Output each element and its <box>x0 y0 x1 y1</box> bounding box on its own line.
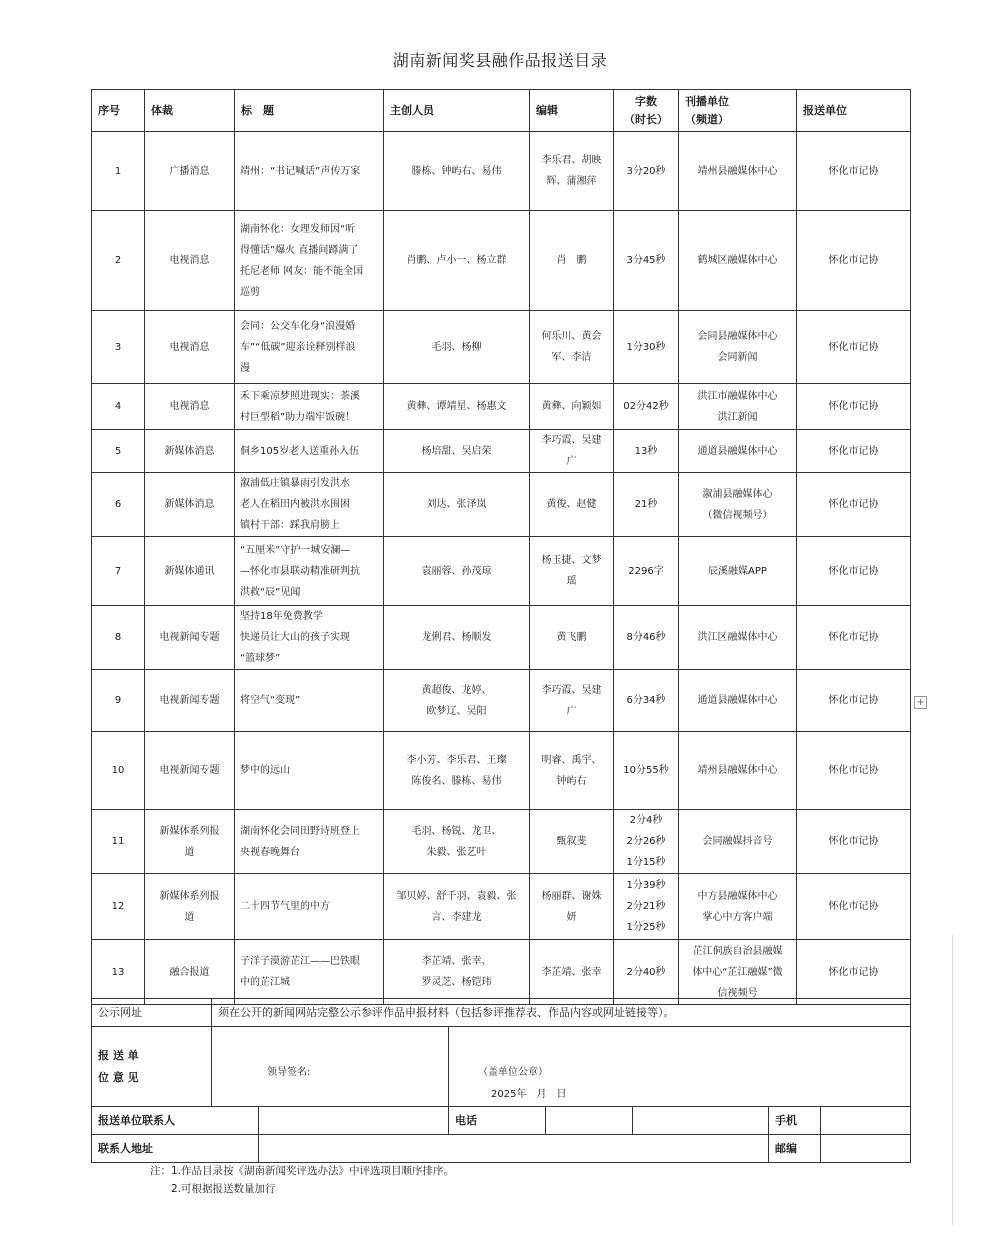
row-genre <box>145 311 235 384</box>
row-unit <box>679 810 797 874</box>
row-title <box>235 940 384 1005</box>
row-title-line: 坚持18年免费教学 <box>240 611 323 622</box>
row-unit <box>679 670 797 732</box>
row-seq: 11 <box>92 810 145 874</box>
row-title <box>235 606 384 670</box>
row-genre <box>145 384 235 430</box>
row-editors <box>530 810 614 874</box>
row-length <box>614 311 679 384</box>
row-editors-line: 妍 <box>566 911 577 923</box>
opinion-label <box>92 1027 212 1107</box>
row-length-line: 2分40秒 <box>626 966 666 978</box>
row-creators-line: 李芷靖、张幸、 <box>421 956 492 967</box>
row-length-line: 1分15秒 <box>626 857 666 868</box>
row-length-line: 8分46秒 <box>626 632 666 643</box>
row-title-line: 巡剪 <box>240 286 260 298</box>
row-title-line: 湖南怀化：女理发师因“听 <box>240 223 356 235</box>
header-creators: 主创人员 <box>384 90 530 132</box>
row-genre <box>145 732 235 810</box>
row-seq: 8 <box>92 606 145 670</box>
row-title-line: 二十四节气里的中方 <box>240 901 330 912</box>
row-genre-line: 新媒体消息 <box>164 499 215 510</box>
row-title-line: 侗乡105岁老人送重孙入伍 <box>240 445 360 457</box>
table-row <box>92 384 911 430</box>
row-submitter: 怀化市记协 <box>797 940 911 1005</box>
row-title-line: 湖南怀化会同田野诗班登上 <box>240 825 360 837</box>
row-length-line: 3分20秒 <box>626 165 666 177</box>
row-title-line: 禾下乘凉梦照进现实：茶溪 <box>240 390 360 402</box>
row-title-line: 得懂话”爆火 直播间蹲满了 <box>240 244 359 256</box>
row-unit <box>679 384 797 430</box>
row-creators <box>384 384 530 430</box>
row-length <box>614 473 679 537</box>
contact-value[interactable] <box>259 1107 449 1135</box>
row-length <box>614 384 679 430</box>
row-title-line: “篮球梦” <box>240 653 281 664</box>
row-editors <box>530 606 614 670</box>
row-editors-line: 杨玉捷、文梦 <box>541 555 602 566</box>
row-genre <box>145 211 235 311</box>
row-creators-line: 毛羽、杨锐、龙卫、 <box>411 825 502 837</box>
row-title <box>235 732 384 810</box>
header-length-bottom: （时长） <box>624 112 668 126</box>
row-submitter: 怀化市记协 <box>797 430 911 473</box>
row-length <box>614 537 679 606</box>
row-unit-line: 通道县融媒体中心 <box>697 695 778 706</box>
row-genre-line: 新媒体通讯 <box>164 565 215 577</box>
row-title-line: 村巨型稻”助力端牢饭碗！ <box>240 411 356 423</box>
row-editors-line: 军、李洁 <box>551 352 592 363</box>
row-unit <box>679 537 797 606</box>
row-submitter: 怀化市记协 <box>797 670 911 732</box>
row-creators-line: 陈俊名、滕栋、易伟 <box>411 775 502 787</box>
expand-row-icon[interactable]: + <box>914 696 927 709</box>
row-editors <box>530 537 614 606</box>
row-submitter: 怀化市记协 <box>797 473 911 537</box>
row-creators-line: 杨培甜、吴启荣 <box>421 445 492 457</box>
row-unit <box>679 473 797 537</box>
row-editors-line: 杨丽群、谢姝 <box>541 890 602 902</box>
row-creators-line: 毛羽、杨柳 <box>431 341 482 353</box>
row-length <box>614 810 679 874</box>
opinion-blank[interactable] <box>212 1027 449 1107</box>
row-title <box>235 670 384 732</box>
row-genre-line: 新媒体系列报 <box>159 825 220 837</box>
row-unit-line: 洪江市融媒体中心 <box>697 390 778 402</box>
row-unit <box>679 311 797 384</box>
zip-label: 邮编 <box>769 1135 821 1163</box>
row-creators-line: 肖鹏、卢小一、杨立群 <box>406 255 507 266</box>
row-genre <box>145 606 235 670</box>
row-title <box>235 430 384 473</box>
row-editors-line: 辉、蒲湘萍 <box>546 176 597 187</box>
row-creators-line: 袁丽蓉、孙茂琼 <box>421 565 492 577</box>
row-unit-line: 会同县融媒体中心 <box>697 331 778 342</box>
row-genre <box>145 430 235 473</box>
row-creators-line: 刘达、张泽岚 <box>426 499 487 510</box>
row-title-line: —怀化市县联动精准研判抗 <box>240 565 360 577</box>
phone-value[interactable] <box>546 1107 633 1135</box>
row-seq: 9 <box>92 670 145 732</box>
row-creators <box>384 810 530 874</box>
header-length <box>614 90 679 132</box>
row-creators-line: 滕栋、钟屿右、易伟 <box>411 165 502 177</box>
row-title-line: 靖州：“书记喊话”声传万家 <box>240 165 361 177</box>
row-genre-line: 新媒体消息 <box>164 445 215 457</box>
table-row <box>92 874 911 940</box>
table-row <box>92 810 911 874</box>
row-creators <box>384 132 530 211</box>
row-genre <box>145 810 235 874</box>
row-unit-line: 辰溪融媒APP <box>708 565 767 577</box>
row-title <box>235 311 384 384</box>
row-editors <box>530 940 614 1005</box>
row-unit-line: 溆浦县融媒体心 <box>702 488 773 500</box>
row-length <box>614 211 679 311</box>
zip-value[interactable] <box>821 1135 911 1163</box>
row-editors-line: 钟屿右 <box>556 775 587 787</box>
table-row <box>92 537 911 606</box>
table-header-row <box>92 90 911 132</box>
row-unit <box>679 874 797 940</box>
row-creators-line: 李小芳、李乐君、王璨 <box>406 754 507 766</box>
leader-sign: 领导签名: <box>267 1067 311 1078</box>
header-title: 标 题 <box>235 90 384 132</box>
row-submitter: 怀化市记协 <box>797 384 911 430</box>
row-length-line: 02分42秒 <box>623 401 669 412</box>
table-row <box>92 732 911 810</box>
row-creators-line: 言、李建龙 <box>431 911 482 923</box>
row-editors-line: 甄叙斐 <box>556 836 587 847</box>
row-unit <box>679 940 797 1005</box>
header-length-top: 字数 <box>635 94 657 108</box>
header-unit-top: 刊播单位 <box>685 94 729 108</box>
row-length <box>614 732 679 810</box>
page-title: 湖南新闻奖县融作品报送目录 <box>392 51 608 70</box>
row-unit-line: 会同融媒抖音号 <box>702 836 773 847</box>
row-unit-line: 掌心中方客户端 <box>702 911 773 923</box>
row-genre <box>145 473 235 537</box>
website-note: 须在公开的新闻网站完整公示参评作品申报材料（包括参评推荐表、作品内容或网址链接等）。 <box>212 999 911 1027</box>
header-submitter: 报送单位 <box>797 90 911 132</box>
table-row <box>92 670 911 732</box>
row-genre-line: 电视新闻专题 <box>159 695 220 706</box>
row-title-line: 央视春晚舞台 <box>240 846 300 858</box>
row-title-line: 子洋子漠游芷江——巴铁眼 <box>240 956 360 967</box>
row-title <box>235 537 384 606</box>
row-creators <box>384 732 530 810</box>
row-seq: 13 <box>92 940 145 1005</box>
row-editors <box>530 132 614 211</box>
row-seq: 10 <box>92 732 145 810</box>
note-1: 注：1.作品目录按《湖南新闻奖评选办法》中评选项目顺序排序。 <box>150 1165 455 1177</box>
website-row <box>92 999 911 1027</box>
opinion-label-2: 位 意 见 <box>98 1070 139 1084</box>
row-title <box>235 874 384 940</box>
table-row <box>92 311 911 384</box>
row-seq: 12 <box>92 874 145 940</box>
row-submitter: 怀化市记协 <box>797 606 911 670</box>
row-unit-line: 芷江侗族自治县融媒 <box>692 945 783 957</box>
row-title-line: 漫 <box>240 362 250 374</box>
row-submitter: 怀化市记协 <box>797 537 911 606</box>
submission-table <box>91 89 911 1005</box>
row-length-line: 1分25秒 <box>626 922 666 933</box>
row-genre-line: 电视消息 <box>169 341 210 353</box>
row-submitter: 怀化市记协 <box>797 311 911 384</box>
row-creators <box>384 940 530 1005</box>
row-title-line: 快递员让大山的孩子实现 <box>240 632 350 643</box>
row-genre-line: 电视新闻专题 <box>159 632 220 643</box>
row-title-line: “五厘米”守护一城安澜— <box>240 544 351 556</box>
row-title-line: 镇村干部：踩我肩膀上 <box>240 520 340 531</box>
header-genre: 体裁 <box>145 90 235 132</box>
row-unit <box>679 732 797 810</box>
row-unit-line: 靖州县融媒体中心 <box>697 765 778 776</box>
row-length <box>614 430 679 473</box>
row-title-line: 溆浦低庄镇暴雨引发洪水 <box>240 478 350 489</box>
row-genre-line: 融合报道 <box>169 966 210 978</box>
row-title-line: 将空气“变现” <box>240 695 301 706</box>
row-creators-line: 黄彝、谭靖星、杨惠文 <box>406 401 507 412</box>
row-editors <box>530 384 614 430</box>
row-length-line: 2分26秒 <box>626 836 666 847</box>
mobile-value[interactable] <box>821 1107 911 1135</box>
row-seq: 7 <box>92 537 145 606</box>
row-editors <box>530 732 614 810</box>
row-genre-line: 电视消息 <box>169 401 210 412</box>
row-title-line: 老人在稻田内被洪水围困 <box>240 499 350 510</box>
row-length-line: 10分55秒 <box>623 765 669 776</box>
row-length <box>614 132 679 211</box>
row-title <box>235 132 384 211</box>
header-seq: 序号 <box>92 90 145 132</box>
row-submitter: 怀化市记协 <box>797 132 911 211</box>
row-genre-line: 道 <box>184 846 195 858</box>
row-unit-line: 洪江区融媒体中心 <box>697 632 778 643</box>
row-unit <box>679 430 797 473</box>
row-seq: 1 <box>92 132 145 211</box>
header-editors: 编辑 <box>530 90 614 132</box>
row-title-line: 车”“低碳”迎亲诠释别样浪 <box>240 341 356 353</box>
note-2: 2.可根据报送数量加行 <box>171 1183 276 1195</box>
row-creators <box>384 606 530 670</box>
address-row <box>92 1135 911 1163</box>
row-unit-line: 鹤城区融媒体中心 <box>697 255 778 266</box>
row-length <box>614 940 679 1005</box>
row-editors-line: 广 <box>566 705 577 717</box>
row-genre-line: 广播消息 <box>169 165 210 177</box>
row-seq: 5 <box>92 430 145 473</box>
row-creators <box>384 473 530 537</box>
row-editors-line: 广 <box>566 456 577 467</box>
opinion-label-1: 报 送 单 <box>98 1048 139 1062</box>
row-editors-line: 瑶 <box>566 576 577 587</box>
row-title-line: 梦中的远山 <box>240 765 290 776</box>
table-row <box>92 132 911 211</box>
row-creators <box>384 537 530 606</box>
address-value[interactable] <box>259 1135 769 1163</box>
header-unit-bottom: （频道） <box>685 112 729 126</box>
website-label: 公示网址 <box>92 999 212 1027</box>
row-unit-line: 靖州县融媒体中心 <box>697 165 778 177</box>
row-editors-line: 黄飞鹏 <box>556 632 587 643</box>
row-creators-line: 黄超俊、龙婷、 <box>421 684 492 696</box>
row-unit-line: 会同新闻 <box>717 352 758 363</box>
table-row <box>92 473 911 537</box>
row-creators-line: 朱毅、张艺叶 <box>426 846 487 858</box>
phone-value-2[interactable] <box>633 1107 769 1135</box>
row-editors <box>530 670 614 732</box>
row-seq: 4 <box>92 384 145 430</box>
row-submitter: 怀化市记协 <box>797 211 911 311</box>
row-creators <box>384 874 530 940</box>
row-submitter: 怀化市记协 <box>797 874 911 940</box>
row-genre <box>145 940 235 1005</box>
table-row <box>92 430 911 473</box>
seal-note: （盖单位公章） <box>478 1067 548 1078</box>
row-title <box>235 211 384 311</box>
row-editors-line: 李乐君、胡映 <box>541 155 602 166</box>
row-length-line: 21秒 <box>634 499 658 510</box>
row-editors-line: 李巧霞、吴建 <box>541 435 602 446</box>
row-title <box>235 384 384 430</box>
contact-label: 报送单位联系人 <box>92 1107 259 1135</box>
page-edge-line <box>952 935 953 1225</box>
row-unit-line: 通道县融媒体中心 <box>697 445 778 457</box>
row-title-line: 洪救“辰”见闻 <box>240 586 301 598</box>
row-genre <box>145 670 235 732</box>
row-submitter: 怀化市记协 <box>797 810 911 874</box>
row-seq: 3 <box>92 311 145 384</box>
row-genre <box>145 537 235 606</box>
row-editors-line: 黄俊、赵健 <box>546 499 597 510</box>
row-creators <box>384 430 530 473</box>
row-editors <box>530 874 614 940</box>
mobile-label: 手机 <box>769 1107 821 1135</box>
row-editors-line: 何乐川、黄会 <box>541 331 602 342</box>
row-title-line: 托尼老师 网友：能不能全国 <box>240 265 364 277</box>
row-editors <box>530 473 614 537</box>
row-unit-line: 体中心“芷江融媒”微 <box>692 966 783 978</box>
row-genre-line: 新媒体系列报 <box>159 890 220 902</box>
row-unit-line: 洪江新闻 <box>717 411 758 423</box>
row-genre <box>145 874 235 940</box>
row-unit <box>679 132 797 211</box>
row-length-line: 2分21秒 <box>626 901 666 912</box>
row-length-line: 2296字 <box>628 565 664 577</box>
row-creators-line: 邹贝婷、舒千羽、袁毅、张 <box>396 890 517 902</box>
table-row <box>92 940 911 1005</box>
table-row <box>92 606 911 670</box>
row-creators <box>384 670 530 732</box>
row-title <box>235 473 384 537</box>
row-creators-line: 欧梦辽、吴阳 <box>426 705 487 717</box>
row-unit-line: 中方县融媒体中心 <box>697 890 778 902</box>
row-genre-line: 道 <box>184 911 195 923</box>
row-editors-line: 明睿、禹宇、 <box>541 754 602 766</box>
date-line: 2025年 月 日 <box>491 1089 567 1100</box>
row-title <box>235 810 384 874</box>
row-unit-line: 信视频号 <box>717 987 758 999</box>
row-editors <box>530 211 614 311</box>
row-editors-line: 李芷靖、张幸 <box>541 966 602 978</box>
row-genre-line: 电视消息 <box>169 255 210 266</box>
address-label: 联系人地址 <box>92 1135 259 1163</box>
row-title-line: 会同：公交车化身“浪漫婚 <box>240 320 356 332</box>
row-seq: 6 <box>92 473 145 537</box>
row-length-line: 1分39秒 <box>626 880 666 891</box>
row-length-line: 3分45秒 <box>626 255 666 266</box>
row-length-line: 6分34秒 <box>626 695 666 706</box>
row-editors <box>530 430 614 473</box>
row-unit <box>679 606 797 670</box>
row-editors-line: 黄彝、向颖如 <box>541 401 602 412</box>
row-length-line: 2分4秒 <box>629 815 663 826</box>
row-editors-line: 李巧霞、吴建 <box>541 684 602 696</box>
row-title-line: 中的芷江城 <box>240 977 290 988</box>
table-row <box>92 211 911 311</box>
row-seq: 2 <box>92 211 145 311</box>
row-creators <box>384 211 530 311</box>
row-genre-line: 电视新闻专题 <box>159 765 220 776</box>
row-creators <box>384 311 530 384</box>
row-unit <box>679 211 797 311</box>
row-genre <box>145 132 235 211</box>
table-body <box>92 132 911 1005</box>
row-editors <box>530 311 614 384</box>
row-length-line: 13秒 <box>634 445 658 457</box>
row-length <box>614 874 679 940</box>
row-editors-line: 肖 鹏 <box>556 255 587 266</box>
row-length <box>614 606 679 670</box>
footer-table <box>91 998 911 1163</box>
row-creators-line: 罗灵芝、杨铠玮 <box>421 977 492 988</box>
row-length-line: 1分30秒 <box>626 341 666 353</box>
row-unit-line: （微信视频号） <box>702 509 773 521</box>
row-length <box>614 670 679 732</box>
header-unit <box>679 90 797 132</box>
row-submitter: 怀化市记协 <box>797 732 911 810</box>
row-creators-line: 龙俐君、杨顺发 <box>421 632 492 643</box>
phone-label: 电话 <box>449 1107 546 1135</box>
contact-row <box>92 1107 911 1135</box>
